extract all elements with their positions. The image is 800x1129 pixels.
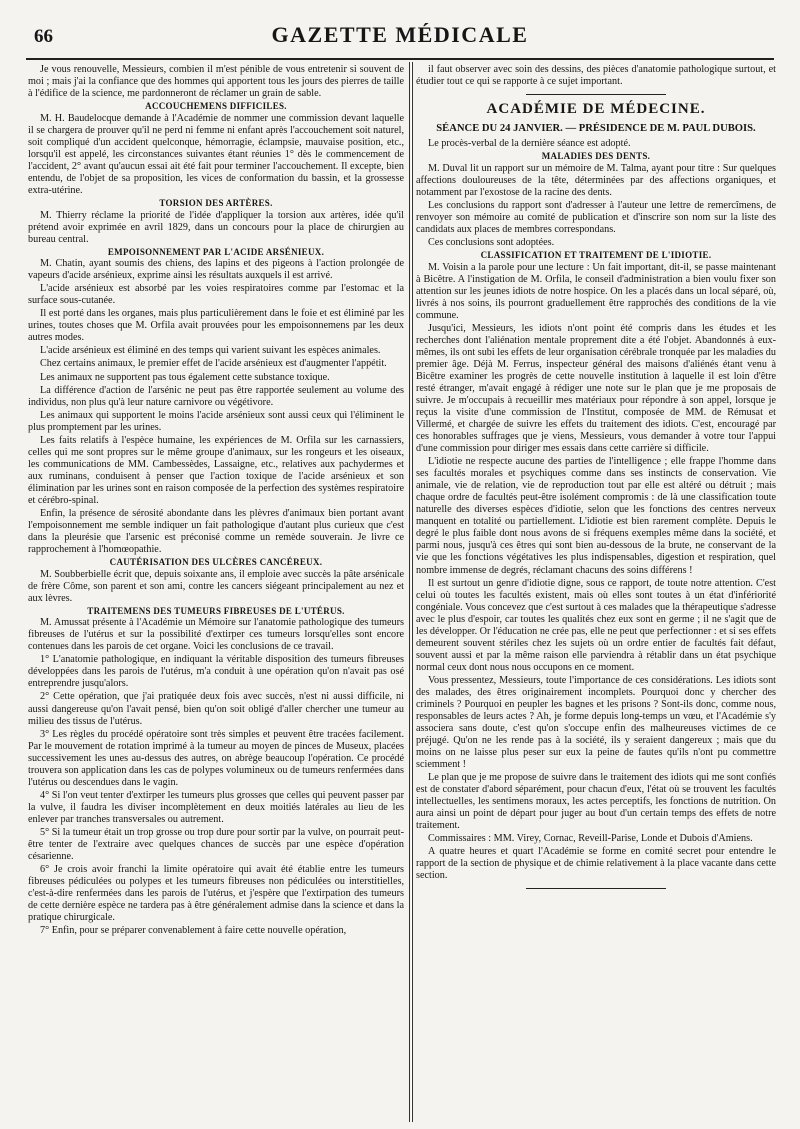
paragraph: La différence d'action de l'arsénic ne peut pas être rapportée seulement au volume des individus, non plus qu'à leur nature carnivore ou végétivore. [28, 384, 404, 408]
section-heading: ACCOUCHEMENS DIFFICILES. [145, 101, 287, 112]
paragraph: M. Chatin, ayant soumis des chiens, des lapins et des pigeons à l'action prolongée de vapeurs d'acide arsénieux, exprime ainsi les résultats auxquels il est arrivé. [28, 258, 404, 282]
section-heading: CLASSIFICATION ET TRAITEMENT DE L'IDIOTIE. [480, 250, 712, 261]
paragraph: 1° L'anatomie pathologique, en indiquant la véritable disposition des tumeurs fibreuses développées dans les parois de l'utérus, m'a conduit à une opération qu'on n'avait pas osé entreprendre jusqu'alors. [28, 654, 404, 690]
paragraph: M. Soubberbielle écrit que, depuis soixante ans, il emploie avec succès la pâte arsénicale de frère Côme, son parent et son ami, contre les cancers siégeant principalement au nez et aux lèvres. [28, 568, 404, 604]
paragraph: Je vous renouvelle, Messieurs, combien il m'est pénible de vous entretenir si souvent de moi ; mais j'ai la confiance que des hommes qui apportent tous les jours des pierres de taille à l'édifice de la science, me pardonneront de réclamer un grain de sable. [28, 64, 404, 100]
paragraph: 7° Enfin, pour se préparer convenablement à faire cette nouvelle opération, [40, 925, 347, 937]
paragraph: Il est surtout un genre d'idiotie digne, sous ce rapport, de toute notre attention. C'est celui où toutes les facultés existent, mais où elles sont toutes à un état d'infériorité congéniale. Vous concevez que c'est surtout à ces malades que la thérapeutique s'adresse avec le plus d'espoir, car toutes les qualités chez eux sont en germe ; il ne s'agit que de les développer. Or l'éducation ne crée pas, elle ne peut que perfectionner : et si ses effets demeurent souvent stériles chez les sujets où un ordre entier de facultés fait défaut, souvent aussi et par la même raison elle parviendra à rétablir dans un état psychique normal ceux dont nous nous occupons en ce moment. [416, 577, 776, 673]
paragraph: il faut observer avec soin des dessins, des pièces d'anatomie pathologique surtout, et étudier tout ce qui se rapporte à ce sujet important. [416, 64, 776, 88]
session-heading: SÉANCE DU 24 JANVIER. — PRÉSIDENCE DE M. PAUL DUBOIS. [436, 122, 756, 134]
paragraph: Il est porté dans les organes, mais plus particulièrement dans le foie et est éliminé par les urines, toutes choses que M. Orfila avait prouvées pour les empoisonnemens par les deux autres modes. [28, 308, 404, 344]
left-column [28, 64, 404, 1120]
paragraph: 3° Les règles du procédé opératoire sont très simples et peuvent être tracées facilement. Par le mouvement de rotation imprimé à la tumeur au moyen de pinces de Museux, placées successivement les unes au-dessus des autres, on abrège beaucoup l'opération. Ce procédé trouvera son application dans les cas de polypes volumineux ou de tumeurs renfermées dans l'utérus ou descendues dans le vagin. [28, 728, 404, 788]
section-rule [526, 888, 666, 889]
paragraph: A quatre heures et quart l'Académie se forme en comité secret pour entendre le rapport de la section de physique et de chimie relativement à la place vacante dans cette section. [416, 846, 776, 882]
paragraph: 4° Si l'on veut tenter d'extirper les tumeurs plus grosses que celles qui peuvent passer par la vulve, il faudra les diviser incomplètement en deux moitiés latérales au lieu de les enlever par tranches transversales ou autrement. [28, 789, 404, 825]
paragraph: M. Duval lit un rapport sur un mémoire de M. Talma, ayant pour titre : Sur quelques affections douloureuses de la tête, déterminées par des affections organiques, et notamment par l'exostose de la racine des dents. [416, 162, 776, 198]
paragraph: Les animaux qui supportent le moins l'acide arsénieux sont aussi ceux qui l'éliminent le plus promptement par les urines. [28, 409, 404, 433]
right-column [416, 64, 776, 1120]
paragraph: Commissaires : MM. Virey, Cornac, Reveill-Parise, Londe et Dubois d'Amiens. [428, 833, 753, 845]
paragraph: M. Amussat présente à l'Académie un Mémoire sur l'anatomie pathologique des tumeurs fibreuses de l'utérus et sur la possibilité d'extirper ces tumeurs lorsqu'elles sont encore contenues dans les parois de cet organe. Voici les conclusions de ce travail. [28, 617, 404, 653]
paragraph: L'idiotie ne respecte aucune des parties de l'intelligence ; elle frappe l'homme dans ses facultés morales et psychiques comme dans ses instincts de conservation. Vie animale, vie de relation, vie de reproduction tout par elle est altéré ou détruit ; mais chaque ordre de facultés peut-être isolément compromis : de là une classification toute naturelle des diverses espèces d'idiotie, selon que les fonctions des centres nerveux manquent en totalité ou partiellement. L'idiotie est bien rarement complète. Depuis le degré le plus faible dont nous avons de si fréquens exemples même dans la société, et parmi nous, jusqu'à ces êtres qui sont bien au-dessous de la brute, ne conservant de la vie que les fonctions végétatives les plus indispensables, digestion et respiration, quel nombre immense de degrés, réclamant chacuns des soins différens ! [416, 456, 776, 576]
paragraph: L'acide arsénieux est éliminé en des temps qui varient suivant les espèces animales. [40, 345, 381, 357]
paragraph: M. Voisin a la parole pour une lecture : Un fait important, dit-il, se passe maintenant à Bicêtre. A l'instigation de M. Orfila, le conseil d'administration a bien voulu fixer son attention sur les jeunes idiots de notre hospice. On les a placés dans un local séparé, où, livrés à nos soins, ils pourront graduellement être rapprochés des conditions de la vie commune. [416, 261, 776, 321]
academy-heading: ACADÉMIE DE MÉDECINE. [486, 101, 706, 118]
section-heading: MALADIES DES DENTS. [541, 151, 651, 162]
paragraph: M. Thierry réclame la priorité de l'idée d'appliquer la torsion aux artères, idée qu'il prétend avoir exprimée en avril 1829, dans un concours pour la place de chirurgien au bureau central. [28, 209, 404, 245]
section-heading: TORSION DES ARTÈRES. [159, 197, 273, 208]
section-heading: CAUTÉRISATION DES ULCÈRES CANCÉREUX. [109, 556, 323, 567]
paragraph: Les conclusions du rapport sont d'adresser à l'auteur une lettre de remercîmens, de renvoyer son mémoire au comité de publication et d'inscrire son nom sur la liste des candidats aux places de membres correspondans. [416, 199, 776, 236]
paragraph: Le procès-verbal de la dernière séance est adopté. [428, 138, 631, 150]
paragraph: L'acide arsénieux est absorbé par les voies respiratoires comme par l'estomac et la surface sous-cutanée. [28, 283, 404, 307]
paragraph: 2° Cette opération, que j'ai pratiquée deux fois avec succès, n'est ni aussi difficile, ni aussi dangereuse qu'on l'avait pensé, bien qu'on soit obligé d'aller chercher une tumeur au milieu des tissus de l'utérus. [28, 691, 404, 727]
paragraph: Ces conclusions sont adoptées. [428, 237, 555, 249]
paragraph: Chez certains animaux, le premier effet de l'acide arsénieux est d'augmenter l'appétit. [40, 358, 387, 370]
column-divider [409, 62, 410, 1122]
paragraph: M. H. Baudelocque demande à l'Académie de nommer une commission devant laquelle il se chargera de prouver qu'il ne perd ni femme ni enfant après l'accouchement soit naturel, soit compliqué d'un accident quelconque, hémorragie, éclampsie, mauvaise position, etc., lorsqu'il est appelé, les circonstances suivantes étant réunies 1° dès le commencement de l'accident, 2° avant qu'aucun essai ait été fait pour terminer l'accouchement. Il excepte, bien entendu, de l'objet de sa proposition, les vices de conformation du bassin, et la grossesse extra-utérine. [28, 112, 404, 196]
section-rule [526, 94, 666, 95]
journal-title: GAZETTE MÉDICALE [271, 22, 529, 47]
paragraph: Les faits relatifs à l'espèce humaine, les expériences de M. Orfila sur les carnassiers, celles qui me sont propres sur le même groupe d'animaux, sur les rongeurs et les oiseaux, les communications de MM. Cambessèdes, Lassaigne, etc., relatives aux pachydermes et aux ruminans, conduisent à penser que l'action toxique de l'acide arsénieux et son élimination par les urines sont en raison composée de la perfection des systèmes respiratoire et cérébro-spinal. [28, 434, 404, 506]
paragraph: Vous pressentez, Messieurs, toute l'importance de ces considérations. Les idiots sont des malades, des êtres originairement incomplets. Pourquoi donc y chercher des criminels ? Pourquoi en peupler les bagnes et les prisons ? Sont-ils donc, comme nous, responsables de leurs actes ? Ah, je forme depuis long-temps un vœu, et l'Académie s'y associera sans doute, c'est qu'on s'occupe enfin des malheureuses victimes de ce préjugé. Qu'on ne les rende pas à la société, ils y seraient dangereux ; mais que du moins on ne laisse plus peser sur eux la peine de fautes qu'ils n'ont pu commettre sciemment ! [416, 674, 776, 770]
paragraph: 6° Je crois avoir franchi la limite opératoire qui avait été établie entre les tumeurs fibreuses pédiculées ou polypes et les tumeurs fibreuses non pédiculées ou interstitielles, c'est-à-dire renfermées dans les parois de l'utérus, et j'espère que l'extirpation des tumeurs de cette dernière espèce ne tardera pas à être généralement admise dans la science et dans la pratique chirurgicale. [28, 863, 404, 924]
section-heading: TRAITEMENS DES TUMEURS FIBREUSES DE L'UTÉRUS. [87, 605, 345, 616]
paragraph: Enfin, la présence de sérosité abondante dans les plèvres d'animaux bien portant avant l'empoisonnement me semble indiquer un fait pathologique d'autant plus curieux que c'est dans la pleurésie que l'arsenic est préconisé comme un remède souverain. Je livre ce rapprochement à l'homœopathie. [28, 507, 404, 555]
paragraph: Les animaux ne supportent pas tous également cette substance toxique. [40, 371, 330, 383]
section-heading: EMPOISONNEMENT PAR L'ACIDE ARSÉNIEUX. [107, 246, 325, 257]
paragraph: Jusqu'ici, Messieurs, les idiots n'ont point été compris dans les études et les recherches dont l'aliénation mentale proprement dite a été l'objet. Abandonnés à eux-mêmes, ils ont subi les effets de leur organisation cérébrale tronquée par les maladies du premier âge. Déjà M. Ferrus, inspecteur général des maisons d'aliénés étant venu à Bicêtre examiner les progrès de cette nouvelle institution à laquelle il est loin d'être resté étranger, m'avait engagé à rédiger une note sur le plan que je me proposais de suivre. Je m'occupais à recueillir mes matériaux pour répondre à son appel, lorsque je reçus la visite d'une commission de l'Institut, composée de MM. de Rémusat et Villermé, et chargée de suivre les effets du traitement des idiots. C'est, encouragé par ces honorables suffrages que je viens, Messieurs, vous demander à votre tour l'appui d'une commission pour diriger mes essais dans cette carrière si difficile. [416, 322, 776, 455]
page-number: 66 [34, 26, 53, 47]
paragraph: Le plan que je me propose de suivre dans le traitement des idiots qui me sont confiés est de constater d'abord séparément, pour chacun d'eux, l'état où se trouvent les facultés intellectuelles, les sentimens moraux, les actes perceptifs, les fonctions de nutrition. On aura ainsi un point de départ pour juger au bout d'un certain temps des effets de notre traitement. [416, 772, 776, 832]
header-rule [26, 58, 774, 60]
paragraph: 5° Si la tumeur était un trop grosse ou trop dure pour sortir par la vulve, on pourrait peut-être tenter de l'extraire avec quelques chances de succès par une espèce d'opération césarienne. [28, 826, 404, 862]
